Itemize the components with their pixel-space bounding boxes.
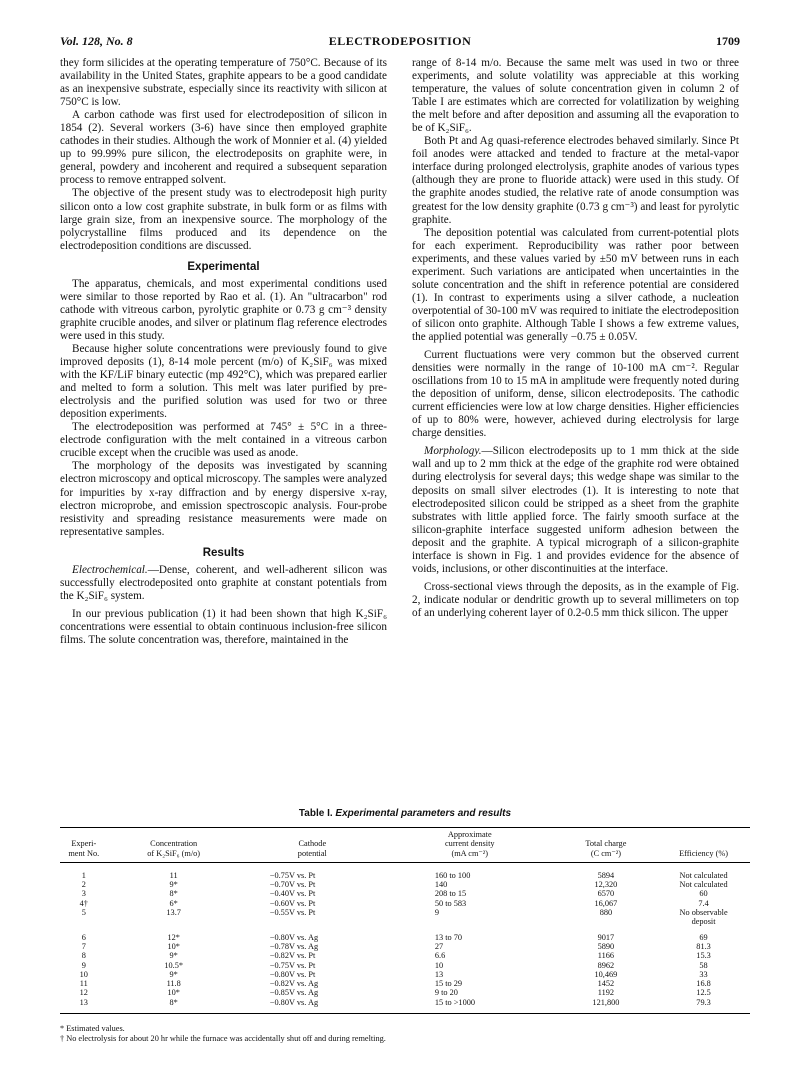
cell-cathode-potential: −0.75V vs. Pt	[269, 870, 316, 880]
cell-concentration: 9*	[169, 951, 178, 961]
cell-experiment-no: 5	[81, 908, 86, 918]
left-column	[60, 57, 387, 647]
cell-cathode-potential: −0.55V vs. Pt	[269, 908, 316, 918]
cell-efficiency: 81.3	[696, 941, 711, 951]
cell-efficiency: 33	[699, 969, 708, 979]
cell-experiment-no: 9	[81, 960, 86, 970]
footnote: * Estimated values.	[60, 1024, 125, 1034]
cell-total-charge: 6570	[597, 889, 615, 899]
cell-concentration: 6*	[169, 898, 178, 908]
cell-current-density: 15 to 29	[434, 979, 463, 989]
cell-concentration: 8*	[108, 998, 240, 1014]
right-column	[412, 57, 739, 620]
cell-current-density: 13	[434, 969, 444, 979]
paragraph: In our previous publication (1) it had been shown that high K₂SiF₆ concentrations were essential to obtain continuous inclusion-free silicon films. The solute concentration was, therefore, maintained in the	[60, 607, 387, 646]
paragraph: Both Pt and Ag quasi-reference electrodes behaved similarly. Since Pt foil anodes were attacked and tended to fracture at the metal-vapor interface during prolonged electrolysis, graphite anodes of various types (although they are prone to fluoride attack) were used in this study. Of the graphite anodes studied, the relative rate of anode consumption was greatest for the low density graphite (0.73 g cm⁻³) and least for pyrolytic graphite.	[412, 135, 739, 226]
cell-efficiency: 60	[699, 889, 708, 899]
cell-concentration: 13.7	[166, 908, 181, 918]
table-label: Table I.	[298, 808, 333, 819]
table-row	[60, 927, 750, 942]
cell-experiment-no: 13	[60, 998, 108, 1014]
cell-total-charge: 5890	[597, 941, 615, 951]
cell-total-charge: 12,320	[594, 880, 618, 890]
paragraph-text: —Silicon electrodeposits up to 1 mm thick at the side wall and up to 2 mm thick at the edge of the graphite rod were obtained during electrolysis for several days; this wedge shape was similar to the deposits on small silver electrodes (1). It is interesting to note that electrodeposited silicon could be stripped as a sheet from the graphite substrates with little applied force. The fairly smooth surface at the silicon-graphite interface suggested uniform adhesion between the deposit and the graphite. A typical micrograph of a silicon-graphite interface is shown in Fig. 1 and provides evidence for the absence of voids, inclusions, or other discontinuities at the interface.	[412, 445, 739, 575]
cell-current-density: 50 to 583	[434, 898, 467, 908]
cell-efficiency: Not calculated	[679, 870, 728, 880]
cell-current-density: 9 to 20	[434, 988, 458, 998]
cell-experiment-no: 12	[79, 988, 88, 998]
cell-total-charge: 9017	[597, 932, 615, 942]
cell-current-density: 140	[434, 880, 448, 890]
paragraph: The objective of the present study was to electrodeposit high purity silicon onto a low cost graphite substrate, in bulk form or as films with large grain size, from an inexpensive source. The morphology of the polycrystalline films produced and its dependence on the electrodeposition conditions are discussed.	[60, 187, 387, 252]
cell-cathode-potential: −0.75V vs. Pt	[269, 960, 316, 970]
paragraph-text: —Dense, coherent, and well-adherent silicon was successfully electrodeposited onto graphite at constant potentials from the K₂SiF₆ system.	[60, 563, 387, 602]
cell-cathode-potential: −0.82V vs. Ag	[269, 979, 319, 989]
cell-concentration: 10.5*	[164, 960, 184, 970]
cell-experiment-no: 11	[79, 979, 88, 989]
cell-experiment-no: 1	[81, 870, 86, 880]
cell-experiment-no: 6	[81, 932, 86, 942]
paragraph: A carbon cathode was first used for electrodeposition of silicon in 1854 (2). Several workers (3-6) have since then employed graphite cathodes in their studies. Although the work of Monnier et al. (4) yielded up to 99.99% pure silicon, the electrodeposits on graphite were, in general, powdery and incoherent and required a subsequent separation process to remove entrapped solvent.	[60, 109, 387, 187]
cell-total-charge: 8962	[597, 960, 615, 970]
cell-total-charge: 121,800	[555, 998, 657, 1014]
cell-cathode-potential: −0.80V vs. Ag	[240, 998, 385, 1014]
results-table	[60, 827, 750, 1014]
running-header	[60, 34, 740, 50]
paragraph	[60, 564, 387, 603]
col-header-efficiency: Efficiency (%)	[657, 828, 750, 863]
paragraph: they form silicides at the operating temperature of 750°C. Because of its availability in the United States, graphite appears to be a good candidate as an inexpensive substrate, especially since its reactivity with silicon at 750°C is low.	[60, 57, 387, 109]
cell-efficiency: 16.8	[696, 979, 711, 989]
section-title: ELECTRODEPOSITION	[328, 34, 472, 48]
table-row	[60, 880, 750, 889]
table-row	[60, 970, 750, 979]
page-number: 1709	[716, 34, 740, 48]
cell-concentration: 11.8	[166, 979, 181, 989]
table-row	[60, 889, 750, 898]
cell-concentration: 9*	[169, 969, 178, 979]
cell-concentration: 11	[169, 870, 178, 880]
paragraph	[412, 445, 739, 575]
cell-concentration: 8*	[169, 889, 178, 899]
cell-efficiency: 69	[699, 932, 708, 942]
table-row	[60, 998, 750, 1014]
table-header-row	[60, 828, 750, 863]
cell-current-density: 6.6	[434, 951, 446, 961]
cell-current-density: 9	[434, 908, 439, 918]
table-body	[60, 862, 750, 1013]
cell-current-density: 160 to 100	[434, 870, 471, 880]
cell-concentration: 10*	[167, 941, 180, 951]
cell-current-density: 15 to >1000	[385, 998, 555, 1014]
cell-current-density: 27	[434, 941, 444, 951]
cell-total-charge: 1452	[597, 979, 615, 989]
section-heading-results: Results	[202, 546, 245, 559]
paragraph: Because higher solute concentrations were previously found to give improved deposits (1), 8-14 mole percent (m/o) of K₂SiF₆ was mixed with the KF/LiF binary eutectic (mp 492°C), which was prepared earlier and melted to form a solution. This melt was later purified by pre-electrolysis and the purified solution was used for two or three deposition experiments.	[60, 342, 387, 421]
cell-cathode-potential: −0.80V vs. Ag	[269, 932, 319, 942]
cell-total-charge: 1166	[597, 951, 615, 961]
cell-total-charge: 10,469	[594, 969, 618, 979]
cell-experiment-no: 4†	[79, 898, 88, 908]
cell-experiment-no: 2	[81, 880, 86, 890]
paragraph: The apparatus, chemicals, and most experimental conditions used were similar to those reported by Rao et al. (1). An "ultracarbon" rod cathode with vitreous carbon, pyrolytic graphite or 0.73 g cm⁻³ density graphite crucible anodes, and silver or platinum flag reference electrodes were used in this study.	[60, 277, 387, 342]
table-row	[60, 961, 750, 970]
col-header-total-charge: Total charge (C cm⁻²)	[555, 828, 657, 863]
table-title: Experimental parameters and results	[335, 808, 512, 819]
cell-efficiency: 79.3	[657, 998, 750, 1014]
cell-efficiency: 15.3	[696, 951, 711, 961]
footnote: † No electrolysis for about 20 hr while the furnace was accidentally shut off and during remelting.	[60, 1034, 386, 1044]
cell-efficiency: No observable deposit	[679, 908, 728, 927]
cell-total-charge: 1192	[597, 988, 615, 998]
cell-cathode-potential: −0.82V vs. Pt	[269, 951, 316, 961]
cell-cathode-potential: −0.78V vs. Ag	[269, 941, 319, 951]
col-header-experiment: Experi- ment No.	[60, 828, 108, 863]
cell-cathode-potential: −0.60V vs. Pt	[269, 898, 316, 908]
table-row	[60, 951, 750, 960]
col-header-cathode-potential: Cathode potential	[240, 828, 385, 863]
cell-cathode-potential: −0.85V vs. Ag	[269, 988, 319, 998]
cell-efficiency: 7.4	[698, 898, 709, 908]
cell-cathode-potential: −0.70V vs. Pt	[269, 880, 316, 890]
cell-efficiency: 12.5	[696, 988, 711, 998]
results-table-block	[60, 808, 750, 1044]
table-row	[60, 899, 750, 908]
cell-cathode-potential: −0.40V vs. Pt	[269, 889, 316, 899]
table-row	[60, 862, 750, 880]
cell-current-density: 10	[434, 960, 444, 970]
cell-experiment-no: 7	[81, 941, 86, 951]
col-header-concentration: Concentration of K₂SiF₆ (m/o)	[108, 828, 240, 863]
cell-experiment-no: 8	[81, 951, 86, 961]
cell-current-density: 13 to 70	[434, 932, 463, 942]
table-row	[60, 979, 750, 988]
paragraph: The deposition potential was calculated from current-potential plots for each experiment. Reproducibility was rather poor between experiments, and these values varied by ±50 mV between runs in each experiment. Such variations are anticipated when uncertainties in the solute concentration and the shift in reference potential are considered (1). In contrast to experiments using a silver cathode, a nucleation overpotential of 30-100 mV was required to initiate the electrodeposition of silicon onto graphite. Although Table I shows a few extreme values, the applied potential was generally −0.75 ± 0.05V.	[412, 226, 739, 343]
cell-total-charge: 5894	[597, 870, 615, 880]
run-in-heading: Morphology.	[424, 445, 482, 458]
table-row	[60, 942, 750, 951]
paragraph: range of 8-14 m/o. Because the same melt was used in two or three experiments, and solute volatility was appreciable at this working temperature, the values of solute concentration given in column 2 of Table I are estimates which are corrected for volatilization by weighing the melt before and after deposition and assuming all the evaporation to be of K₂SiF₆.	[412, 57, 739, 135]
cell-experiment-no: 10	[79, 969, 88, 979]
paragraph: Current fluctuations were very common but the observed current densities were normally in the range of 10-100 mA cm⁻². Regular oscillations from 10 to 15 mA in amplitude were frequently noted during the deposition of uniform, dense, silicon electrodeposits. The cathodic current efficiencies were low at low charge densities. Higher efficiencies of up to 80% were, however, achieved during electrolysis for large charge densities.	[412, 349, 739, 440]
cell-cathode-potential: −0.80V vs. Pt	[269, 969, 316, 979]
section-heading-experimental: Experimental	[187, 260, 260, 273]
paragraph: The electrodeposition was performed at 745° ± 5°C in a three-electrode configuration with the melt contained in a vitreous carbon crucible except when the crucible was used as anode.	[60, 421, 387, 460]
table-row	[60, 988, 750, 997]
cell-concentration: 9*	[169, 880, 178, 890]
cell-efficiency: Not calculated	[679, 880, 728, 890]
cell-total-charge: 880	[599, 908, 613, 918]
cell-current-density: 208 to 15	[434, 889, 467, 899]
table-footnotes	[60, 1024, 750, 1044]
paragraph: The morphology of the deposits was investigated by scanning electron microscopy and optical microscopy. The samples were analyzed for impurities by x-ray diffraction and by energy dispersive x-ray, electron microprobe, and emission spectroscopic analysis. Four-probe resistivity and spreading resistance measurements were made on representative samples.	[60, 460, 387, 538]
cell-efficiency: 58	[699, 960, 708, 970]
table-row	[60, 908, 750, 927]
table-caption	[60, 808, 750, 819]
cell-concentration: 12*	[167, 932, 180, 942]
run-in-heading: Electrochemical.	[72, 563, 148, 576]
col-header-current-density: Approximate current density (mA cm⁻²)	[385, 828, 555, 863]
volume-label: Vol. 128, No. 8	[60, 34, 133, 48]
cell-total-charge: 16,067	[594, 898, 618, 908]
cell-concentration: 10*	[167, 988, 180, 998]
cell-experiment-no: 3	[81, 889, 86, 899]
paragraph: Cross-sectional views through the deposits, as in the example of Fig. 2, indicate nodular or dendritic growth up to several millimeters on top of an underlying coherent layer of 0.2-0.5 mm thick silicon. The upper	[412, 580, 739, 619]
